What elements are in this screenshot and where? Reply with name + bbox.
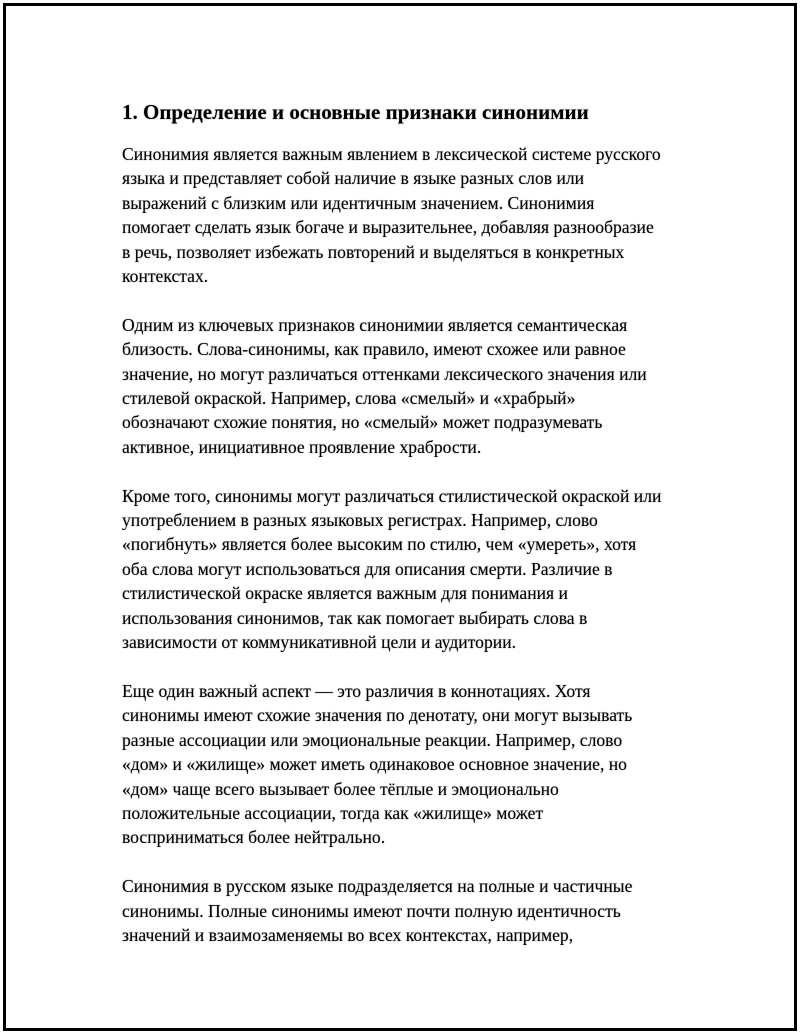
paragraph [122, 142, 702, 288]
text-line: синонимы имеют схожие значения по денотату, они могут вызывать [122, 705, 633, 726]
paragraph [122, 679, 702, 850]
text-line: активное, инициативное проявление храбрости. [122, 436, 482, 457]
text-line: выражений с близким или идентичным значением. Синонимия [122, 192, 595, 213]
text-line: Синонимия является важным явлением в лексической системе русского [122, 144, 661, 164]
text-line: Синонимия в русском языке подразделяется на полные и частичные [122, 876, 633, 897]
text-line: синонимы. Полные синонимы имеют почти полную идентичность [122, 900, 621, 921]
text-line: «погибнуть» является более высоким по стилю, чем «умереть», хотя [122, 534, 637, 555]
text-line: положительные ассоциации, тогда как «жилище» может [122, 802, 544, 823]
document-body [122, 99, 702, 972]
text-line: восприниматься более нейтрально. [122, 827, 386, 848]
page-frame [3, 3, 797, 1031]
text-line: использования синонимов, так как помогает выбирать слова в [122, 607, 588, 628]
text-line: значение, но могут различаться оттенками лексического значения или [122, 363, 647, 384]
text-line: в речь, позволяет избежать повторений и выделяться в конкретных [122, 241, 625, 262]
paragraph-list [122, 142, 702, 947]
text-line: Кроме того, синонимы могут различаться стилистической окраской или [122, 485, 662, 506]
text-line: контекстах. [122, 266, 209, 287]
text-line: стилевой окраской. Например, слова «смелый» и «храбрый» [122, 388, 576, 409]
paragraph [122, 313, 702, 459]
text-line: употреблением в разных языковых регистрах. Например, слово [122, 510, 598, 531]
text-line: зависимости от коммуникативной цели и аудитории. [122, 632, 517, 653]
text-line: оба слова могут использоваться для описания смерти. Различие в [122, 558, 613, 579]
text-line: помогает сделать язык богаче и выразительнее, добавляя разнообразие [122, 217, 654, 238]
paragraph [122, 484, 702, 655]
text-line: Одним из ключевых признаков синонимии является семантическая [122, 314, 628, 335]
text-line: близость. Слова-синонимы, как правило, имеют схожее или равное [122, 339, 626, 360]
text-line: стилистической окраске является важным для понимания и [122, 583, 568, 604]
text-line: обозначают схожие понятия, но «смелый» может подразумевать [122, 412, 603, 433]
text-line: «дом» и «жилище» может иметь одинаковое основное значение, но [122, 754, 627, 775]
section-heading: 1. Определение и основные признаки синонимии [122, 100, 589, 124]
text-line: разные ассоциации или эмоциональные реакции. Например, слово [122, 729, 623, 750]
text-line: Еще один важный аспект — это различия в коннотациях. Хотя [122, 680, 591, 701]
text-line: языка и представляет собой наличие в языке разных слов или [122, 168, 585, 189]
text-line: значений и взаимозаменяемы во всех контекстах, например, [122, 924, 574, 945]
text-line: «дом» чаще всего вызывает более тёплые и эмоционально [122, 778, 559, 799]
paragraph [122, 874, 702, 947]
